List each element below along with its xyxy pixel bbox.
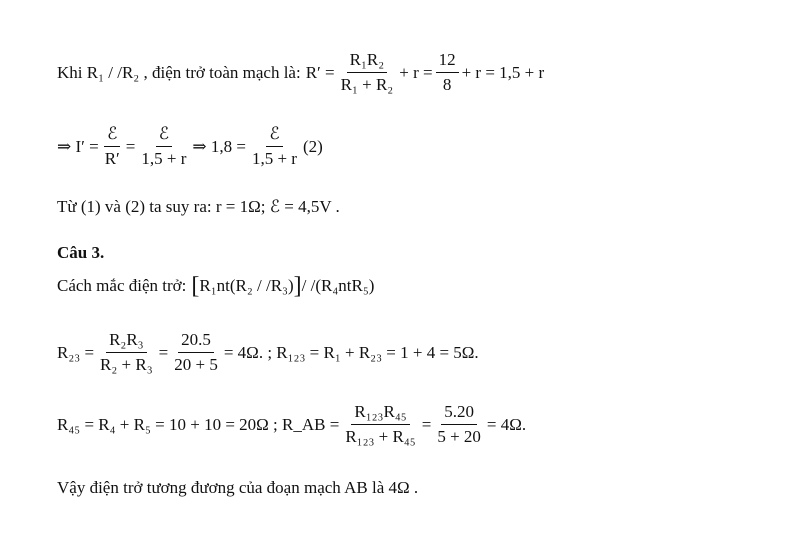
fraction-numerator: R₂R₃ (106, 330, 147, 353)
fraction-denominator: R₂ + R₃ (100, 355, 153, 374)
right-bracket: ] (293, 273, 302, 299)
fraction-numerator: R₁₂₃R₄₅ (351, 402, 409, 425)
line5-tail: = 4Ω. ; R₁₂₃ = R₁ + R₂₃ = 1 + 4 = 5Ω. (223, 342, 479, 362)
fraction-numerator: ℰ (266, 124, 282, 147)
fraction-numerator: ℰ (104, 124, 120, 147)
fraction-numerator: ℰ (156, 124, 172, 147)
fraction-numerator: 5.20 (441, 402, 477, 425)
line1-prefix: Khi R₁ / /R₂ , điện trở toàn mạch là: (57, 62, 301, 82)
fraction-denominator: R₁₂₃ + R₄₅ (345, 427, 416, 446)
text-line-7 (57, 478, 418, 498)
equation-line-5 (57, 330, 479, 375)
fraction-e-rprime (102, 124, 123, 169)
line1-mid: + r = (399, 62, 433, 82)
fraction-denominator: 1,5 + r (141, 149, 187, 168)
fraction-numerator: R₁R₂ (347, 50, 388, 73)
line5-eq: = (158, 342, 169, 362)
equation-line-1 (57, 50, 544, 95)
left-bracket: [ (191, 273, 200, 299)
line2-lead: ⇒ I′ = (57, 136, 99, 156)
fraction-denominator: 5 + 20 (437, 427, 481, 446)
line2-mid: ⇒ 1,8 = (192, 136, 246, 156)
fraction-r123-r45 (342, 402, 418, 447)
line3-text: Từ (1) và (2) ta suy ra: r = 1Ω; ℰ = 4,5V . (57, 197, 340, 216)
line7-text: Vậy điện trở tương đương của đoạn mạch AB là 4Ω . (57, 478, 419, 497)
fraction-12-8 (436, 50, 459, 95)
fraction-r1r2 (338, 50, 397, 95)
line4-inner: R₁nt(R₂ / /R₃) (199, 276, 294, 295)
line6-eq: = (421, 414, 432, 434)
line1-lhs: R′ = (305, 62, 335, 82)
fraction-e-sum-2 (249, 124, 300, 169)
line4-tail: / /(R₄ntR₅) (301, 276, 375, 295)
fraction-numerator: 12 (436, 50, 459, 73)
fraction-denominator: R′ (104, 149, 120, 168)
line2-tail: (2) (302, 136, 323, 156)
line6-lhs: R₄₅ = R₄ + R₅ = 10 + 10 = 20Ω ; R_AB = (57, 414, 340, 434)
fraction-denominator: 20 + 5 (174, 355, 218, 374)
fraction-numerator: 20.5 (178, 330, 214, 353)
equation-line-4 (57, 273, 375, 299)
fraction-r2r3 (97, 330, 156, 375)
fraction-5-20 (434, 402, 484, 447)
text-line-3 (57, 197, 340, 217)
heading-text: Câu 3. (57, 243, 105, 262)
fraction-denominator: R₁ + R₂ (340, 75, 394, 94)
equation-line-6 (57, 402, 526, 447)
fraction-20-5 (171, 330, 221, 375)
line1-tail: + r = 1,5 + r (461, 62, 545, 82)
line6-tail: = 4Ω. (486, 414, 527, 434)
equation-line-2 (57, 124, 323, 169)
line5-lhs: R₂₃ = (57, 342, 95, 362)
fraction-e-sum (138, 124, 189, 169)
section-heading (57, 243, 104, 263)
fraction-denominator: 1,5 + r (251, 149, 297, 168)
line2-eq: = (125, 136, 136, 156)
fraction-denominator: 8 (442, 75, 452, 94)
line4-prefix: Cách mắc điện trở: (57, 276, 187, 295)
